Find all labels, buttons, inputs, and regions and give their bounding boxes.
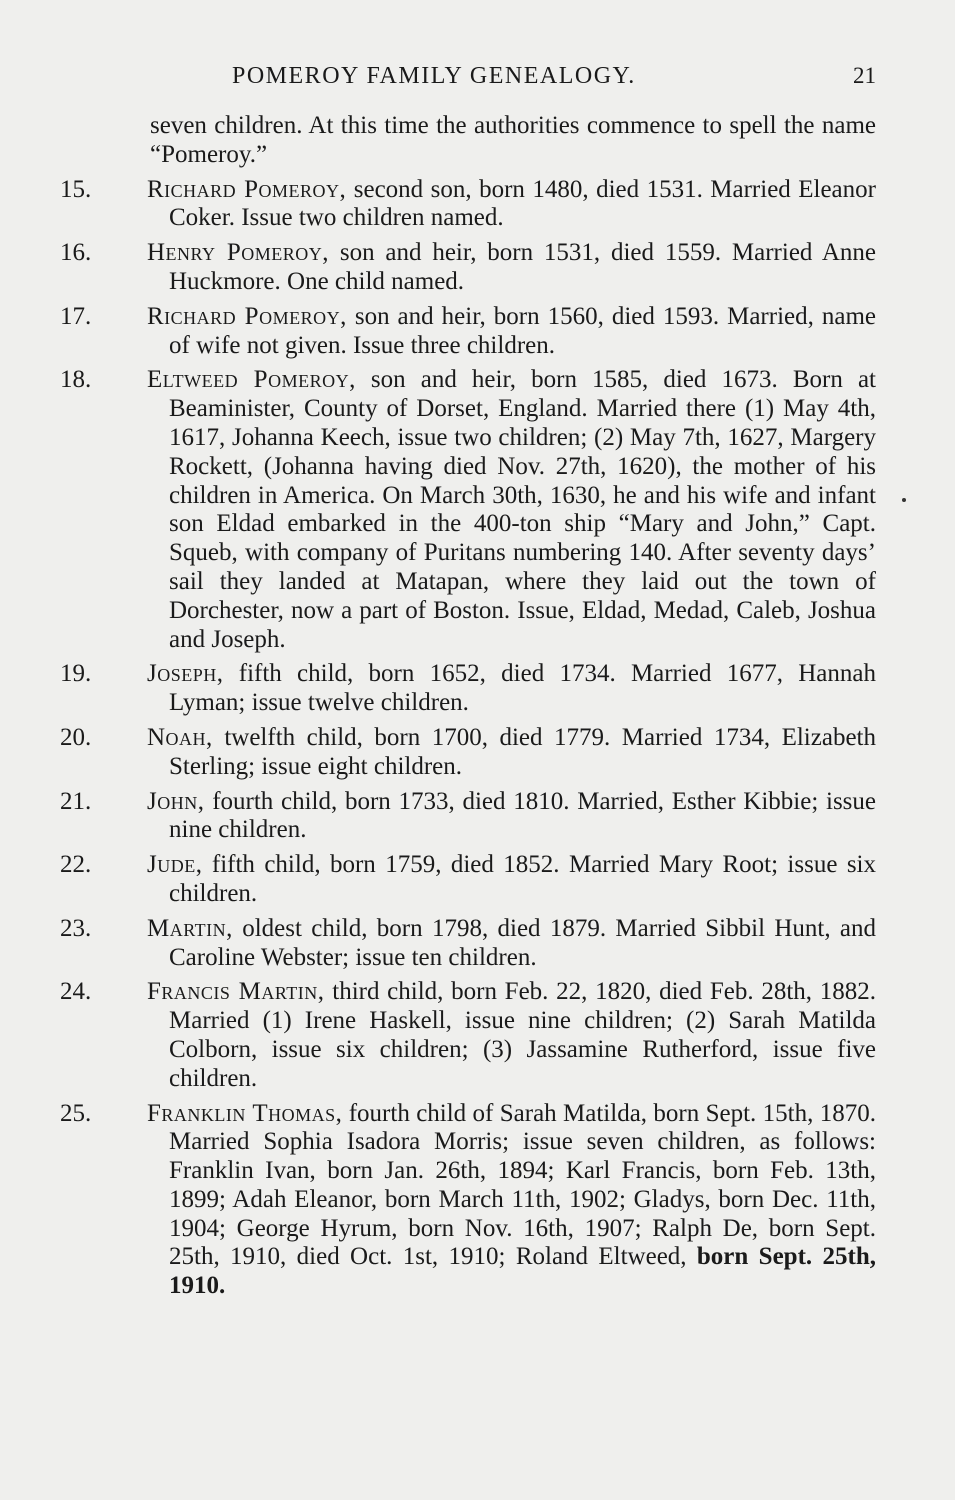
entry-number: 25. xyxy=(60,1099,92,1127)
entry-name: Richard Pomeroy, xyxy=(147,302,347,330)
entry-name: Noah, xyxy=(147,723,213,751)
genealogy-entry-19 xyxy=(60,660,876,718)
entry-name: Francis Martin, xyxy=(147,978,325,1006)
genealogy-entry-20 xyxy=(60,724,876,782)
genealogy-entry-18 xyxy=(60,366,876,654)
entry-text: son and heir, born 1560, died 1593. Married, name of wife not given. Issue three children. xyxy=(169,302,877,359)
entry-name: Eltweed Pomeroy, xyxy=(147,366,356,394)
entry-name: Martin, xyxy=(147,914,233,942)
entry-number: 24. xyxy=(60,978,92,1006)
entry-name: Henry Pomeroy, xyxy=(147,239,330,267)
entry-number: 20. xyxy=(60,723,92,751)
entry-name: Richard Pomeroy, xyxy=(147,175,347,203)
genealogy-entry-15 xyxy=(60,176,876,234)
continuation-paragraph xyxy=(60,112,876,170)
entry-text: oldest child, born 1798, died 1879. Married Sibbil Hunt, and Caroline Webster; issue ten children. xyxy=(169,914,876,971)
entry-number: 17. xyxy=(60,302,92,330)
entry-text: fifth child, born 1759, died 1852. Married Mary Root; issue six children. xyxy=(169,851,876,907)
genealogy-entry-23 xyxy=(60,915,876,973)
entry-name: Jude, xyxy=(147,851,203,879)
entry-name: Franklin Thomas, xyxy=(147,1099,343,1127)
running-header xyxy=(120,60,876,92)
entry-bold-text: born Sept. 25th, 1910. xyxy=(169,1243,876,1300)
genealogy-entry-22 xyxy=(60,851,876,909)
entry-text: second son, born 1480, died 1531. Married Eleanor Coker. Issue two children named. xyxy=(169,175,876,232)
entry-number: 23. xyxy=(60,914,92,942)
print-speck xyxy=(902,498,906,502)
page-number: 21 xyxy=(853,63,876,88)
entry-text: twelfth child, born 1700, died 1779. Married 1734, Elizabeth Sterling; issue eight children. xyxy=(169,723,876,780)
entry-text: third child, born Feb. 22, 1820, died Feb. 28th, 1882. Married (1) Irene Haskell, issue nine children; (2) Sarah Matilda Colborn, issue six children; (3) Jassamine Rutherford, issue five children. xyxy=(169,978,876,1092)
genealogy-entry-16 xyxy=(60,239,876,297)
entry-text: son and heir, born 1585, died 1673. Born at Beaminister, County of Dorset, England. Married there (1) May 4th, 1617, Johanna Keech, issue two children; (2) May 7th, 1627, Margery Rockett, (Johanna having died Nov. 27th, 1620), the mother of his children in America. On March 30th, 1630, he and his wife and infant son Eldad embarked in the 400-ton ship “Mary and John,” Capt. Squeb, with company of Puritans numbering 140. After seventy days’ sail they landed at Matapan, where they laid out the town of Dorchester, now a part of Boston. Issue, Eldad, Medad, Caleb, Joshua and Joseph. xyxy=(169,366,876,653)
genealogy-entry-21 xyxy=(60,788,876,846)
entry-text: fourth child of Sarah Matilda, born Sept. 15th, 1870. Married Sophia Isadora Morris; issue seven children, as follows: Franklin Ivan, born Jan. 26th, 1894; Karl Francis, born Feb. 13th, 1899; Adah Eleanor, born March 11th, 1902; Gladys, born Dec. 11th, 1904; George Hyrum, born Nov. 16th, 1907; Ralph De, born Sept. 25th, 1910, died Oct. 1st, 1910; Roland Eltweed, xyxy=(169,1099,876,1271)
entry-number: 15. xyxy=(60,175,92,203)
entry-text: son and heir, born 1531, died 1559. Married Anne Huckmore. One child named. xyxy=(169,239,876,295)
continuation-text: seven children. At this time the authorities commence to spell the name “Pomeroy.” xyxy=(150,112,876,168)
genealogy-entry-24 xyxy=(60,978,876,1093)
entry-number: 22. xyxy=(60,851,92,879)
entry-number: 19. xyxy=(60,660,92,688)
entry-number: 16. xyxy=(60,239,92,267)
entry-number: 21. xyxy=(60,787,92,815)
entry-text: fifth child, born 1652, died 1734. Married 1677, Hannah Lyman; issue twelve children. xyxy=(169,660,876,717)
entry-text: fourth child, born 1733, died 1810. Married, Esther Kibbie; issue nine children. xyxy=(169,787,876,844)
entry-name: John, xyxy=(147,787,205,815)
genealogy-entries xyxy=(60,112,876,1307)
genealogy-entry-17 xyxy=(60,303,876,361)
genealogy-entry-25 xyxy=(60,1100,876,1302)
page-title: POMEROY FAMILY GENEALOGY. xyxy=(232,63,636,89)
entry-name: Joseph, xyxy=(147,660,224,688)
entry-number: 18. xyxy=(60,366,92,394)
